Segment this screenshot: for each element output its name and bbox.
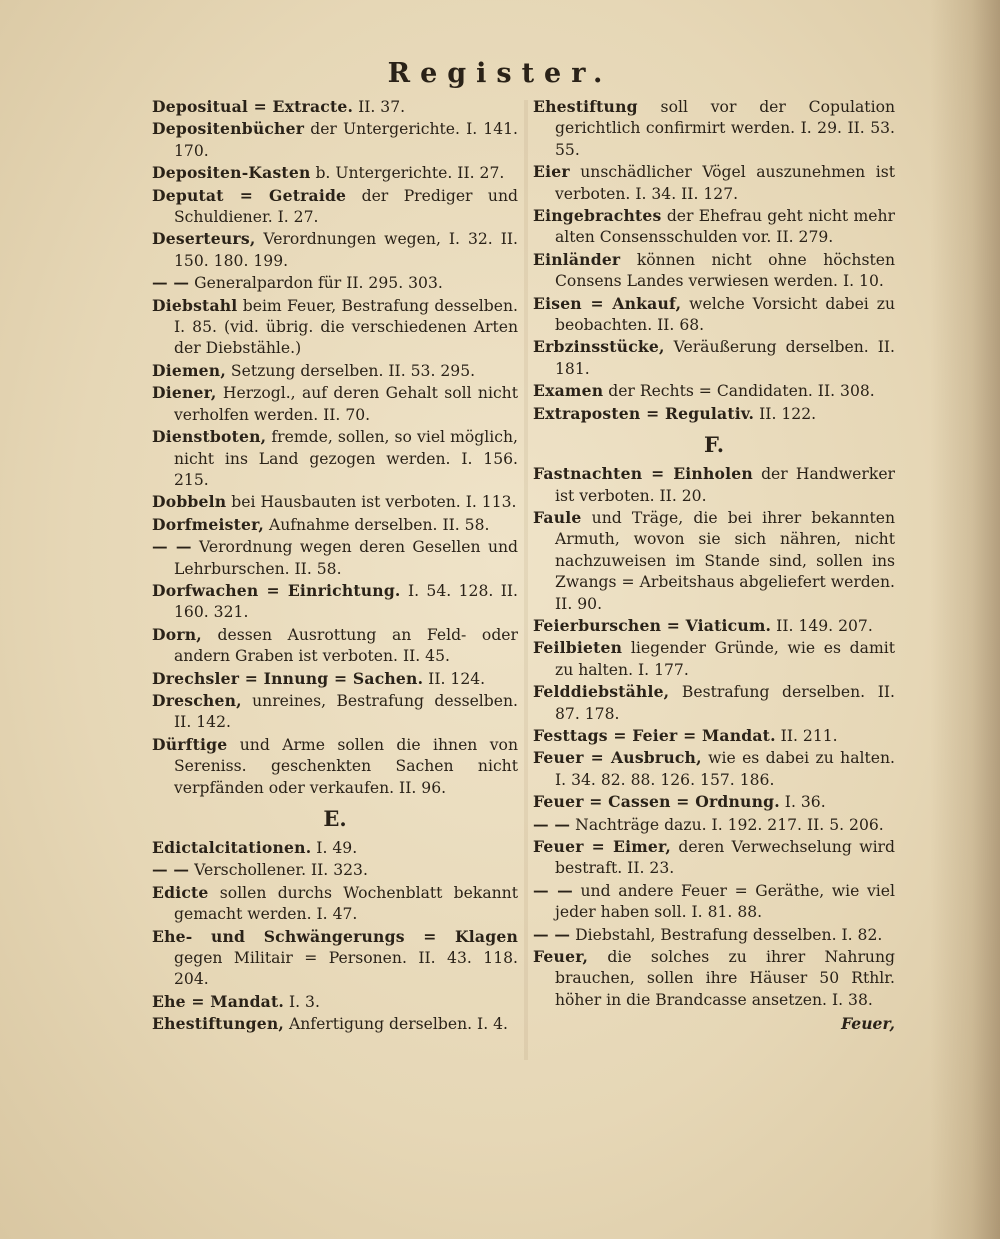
entry-headword: Deserteurs, (152, 229, 256, 249)
entry-text: Setzung derselben. II. 53. 295. (225, 361, 476, 380)
entry-text: der Prediger und Schuldiener. I. 27. (174, 186, 518, 227)
entry-text: sollen durchs Wochenblatt bekannt gemacht werden. I. 47. (174, 883, 518, 924)
entry-headword: Dobbeln (152, 492, 227, 512)
entry-text: Veräußerung derselben. II. 181. (555, 338, 895, 378)
entry-text: Nachträge dazu. I. 192. 217. II. 5. 206. (570, 815, 884, 834)
entry-headword: Edictalcitationen. (152, 838, 312, 857)
entry-text: I. 49. (311, 839, 358, 857)
index-entry (152, 426, 518, 491)
entry-headword: Examen (533, 381, 604, 401)
entry-headword: Diebstahl (152, 295, 238, 315)
entry-headword: Dorn, (152, 624, 202, 644)
page-edge-shadow (930, 0, 1000, 1239)
entry-headword: — — (533, 924, 571, 944)
entry-headword: — — (533, 880, 573, 900)
entry-text: der Untergerichte. I. 141. 170. (174, 120, 518, 160)
entry-text: Verschollener. II. 323. (189, 861, 368, 880)
index-entry (533, 96, 895, 161)
entry-headword: Dürftige (152, 734, 228, 754)
entry-headword: — — (152, 273, 190, 293)
index-entry (533, 293, 895, 337)
index-entry (533, 205, 895, 249)
index-entry (152, 624, 518, 668)
entry-headword: — — (533, 814, 571, 834)
entry-headword: Dorfwachen = Einrichtung. (152, 580, 401, 600)
entry-headword: Erbzinsstücke, (533, 337, 665, 357)
index-entry (152, 185, 518, 229)
index-entry (152, 360, 518, 382)
entry-headword: — — (152, 537, 192, 557)
entry-headword: Dorfmeister, (152, 514, 265, 534)
entry-text: II. 149. 207. (771, 616, 873, 635)
entry-headword: Eier (533, 162, 570, 182)
entry-text: bei Hausbauten ist verboten. I. 113. (226, 493, 517, 512)
entry-headword: Diemen, (152, 360, 226, 380)
entry-text: der Rechts = Candidaten. II. 308. (603, 382, 875, 401)
index-entry (152, 580, 518, 624)
index-entry (152, 491, 518, 513)
index-entry (533, 946, 895, 1011)
entry-text: Diebstahl, Bestrafung desselben. I. 82. (570, 925, 883, 944)
entry-headword: Festtags = Feier = Mandat. (533, 725, 776, 745)
index-entry (533, 880, 895, 924)
index-entry (152, 734, 518, 799)
index-entry (152, 859, 518, 881)
entry-text: fremde, sollen, so viel möglich, nicht ins Land gezogen werden. I. 156. 215. (174, 428, 518, 489)
index-entry (533, 747, 895, 791)
index-entry (152, 514, 518, 536)
index-entry (533, 507, 895, 615)
entry-headword: Feuer = Cassen = Ordnung. (533, 792, 780, 812)
entry-text: liegender Gründe, wie es damit zu halten. I. 177. (555, 639, 895, 679)
index-entry (152, 837, 518, 859)
entry-headword: Dienstboten, (152, 427, 267, 447)
index-entry (533, 681, 895, 725)
entry-headword: Diener, (152, 383, 217, 403)
index-entry (533, 161, 895, 205)
index-entry (533, 791, 895, 813)
entry-headword: Extraposten = Regulativ. (533, 403, 755, 423)
entry-text: wie es dabei zu halten. I. 34. 82. 88. 126. 157. 186. (555, 749, 896, 789)
index-entry (152, 536, 518, 580)
index-entry (152, 96, 518, 118)
entry-headword: Feuer, (533, 947, 589, 967)
entry-headword: Feuer = Eimer, (533, 837, 671, 856)
entry-headword: Felddiebstähle, (533, 682, 670, 702)
index-entry (152, 1013, 518, 1035)
entries-e-continued (533, 96, 895, 425)
entry-headword: Ehestiftungen, (152, 1014, 285, 1034)
entry-text: Verordnung wegen deren Gesellen und Lehrburschen. II. 58. (174, 538, 519, 578)
index-entry (533, 924, 895, 946)
index-entry (533, 615, 895, 637)
entry-text: beim Feuer, Bestrafung desselben. I. 85. (vid. übrig. die verschiedenen Arten der Diebstähle.) (174, 296, 518, 358)
entry-headword: Faule (533, 507, 582, 527)
entry-text: unschädlicher Vögel auszunehmen ist verboten. I. 34. II. 127. (555, 163, 895, 203)
entry-headword: Fastnachten = Einholen (533, 464, 753, 484)
entry-headword: Einländer (533, 249, 621, 269)
entry-text: dessen Ausrottung an Feld- oder andern Graben ist verboten. II. 45. (174, 625, 518, 666)
entry-text: welche Vorsicht dabei zu beobachten. II. 68. (555, 294, 895, 335)
entry-headword: Depositual = Extracte. (152, 97, 354, 116)
entry-text: Herzogl., auf deren Gehalt soll nicht verholfen werden. II. 70. (174, 384, 518, 424)
entry-text: deren Verwechselung wird bestraft. II. 23. (555, 838, 895, 878)
index-entry (533, 380, 895, 402)
catchword: Feuer, (841, 1014, 895, 1034)
entry-headword: Eisen = Ankauf, (533, 293, 682, 313)
index-entry (152, 991, 518, 1013)
entry-text: II. 122. (754, 404, 817, 423)
entry-text: können nicht ohne höchsten Consens Landes verwiesen werden. I. 10. (555, 250, 895, 291)
index-entry (533, 403, 895, 425)
entry-text: Verordnungen wegen, I. 32. II. 150. 180. 199. (174, 230, 518, 270)
entries-d (152, 96, 518, 799)
entry-text: Aufnahme derselben. II. 58. (264, 515, 490, 534)
entry-text: und andere Feuer = Geräthe, wie viel jeder haben soll. I. 81. 88. (555, 881, 896, 922)
index-entry (533, 836, 895, 880)
entry-headword: Feierburschen = Viaticum. (533, 615, 772, 635)
index-entry (533, 463, 895, 507)
entry-text: unreines, Bestrafung desselben. II. 142. (174, 691, 518, 732)
entry-headword: Feuer = Ausbruch, (533, 748, 702, 768)
entry-text: II. 37. (353, 98, 406, 116)
entry-text: Anfertigung derselben. I. 4. (284, 1015, 509, 1034)
entry-headword: Ehe = Mandat. (152, 991, 285, 1011)
index-entry (152, 162, 518, 184)
index-entry (533, 249, 895, 293)
index-entry (152, 272, 518, 294)
entry-headword: Feilbieten (533, 638, 623, 658)
index-entry (152, 668, 518, 690)
entry-headword: Depositenbücher (152, 119, 305, 139)
index-entry (533, 725, 895, 747)
entry-text: gegen Militair = Personen. II. 43. 118. 204. (174, 949, 518, 989)
index-entry (152, 228, 518, 272)
entry-text: und Arme sollen die ihnen von Sereniss. geschenkten Sachen nicht verpfänden oder verkaufen. II. 96. (174, 735, 518, 797)
index-entry (152, 926, 518, 991)
entries-e (152, 837, 518, 1036)
entry-text: I. 54. 128. II. 160. 321. (174, 581, 518, 622)
index-entry (533, 336, 895, 380)
entry-text: I. 36. (779, 793, 826, 812)
entry-text: und Träge, die bei ihrer bekannten Armuth, wovon sie sich nähren, nicht nachzuweisen im Stande sind, sollen ins Zwangs = Arbeitshaus abgeliefert werden. II. 90. (555, 508, 895, 613)
index-entry (152, 118, 518, 162)
entry-headword: Ehestiftung (533, 97, 638, 116)
section-heading-e: E. (323, 806, 347, 831)
entry-headword: Dreschen, (152, 690, 242, 710)
entry-headword: Edicte (152, 882, 209, 902)
entry-text: der Ehefrau geht nicht mehr alten Consensschulden vor. II. 279. (555, 207, 895, 247)
entry-headword: Drechsler = Innung = Sachen. (152, 668, 424, 688)
entries-f (533, 463, 895, 1011)
entry-headword: Eingebrachtes (533, 206, 662, 226)
entry-text: II. 124. (423, 669, 486, 688)
column-gutter (524, 100, 528, 1060)
entry-headword: Ehe- und Schwängerungs = Klagen (152, 926, 518, 946)
index-entry (152, 690, 518, 734)
index-entry (152, 382, 518, 426)
page-title: Register. (387, 58, 613, 89)
entry-text: b. Untergerichte. II. 27. (310, 164, 505, 183)
index-entry (533, 814, 895, 836)
entry-text: soll vor der Copulation gerichtlich confirmirt werden. I. 29. II. 53. 55. (555, 98, 895, 159)
index-entry (533, 637, 895, 681)
entry-headword: — — (152, 860, 190, 880)
section-heading-f: F. (703, 432, 725, 458)
entry-text: Generalpardon für II. 295. 303. (189, 274, 443, 293)
index-entry (152, 295, 518, 360)
entry-text: die solches zu ihrer Nahrung brauchen, sollen ihre Häuser 50 Rthlr. höher in die Brandcasse ansetzen. I. 38. (555, 948, 895, 1009)
entry-headword: Deputat = Getraide (152, 185, 347, 205)
entry-headword: Depositen-Kasten (152, 163, 311, 183)
index-entry (152, 882, 518, 926)
left-column (152, 96, 518, 1036)
entry-text: I. 3. (284, 992, 320, 1011)
entry-text: II. 211. (775, 726, 838, 745)
entry-text: Bestrafung derselben. II. 87. 178. (555, 683, 895, 723)
entry-text: der Handwerker ist verboten. II. 20. (555, 465, 895, 505)
right-column (533, 96, 895, 1035)
